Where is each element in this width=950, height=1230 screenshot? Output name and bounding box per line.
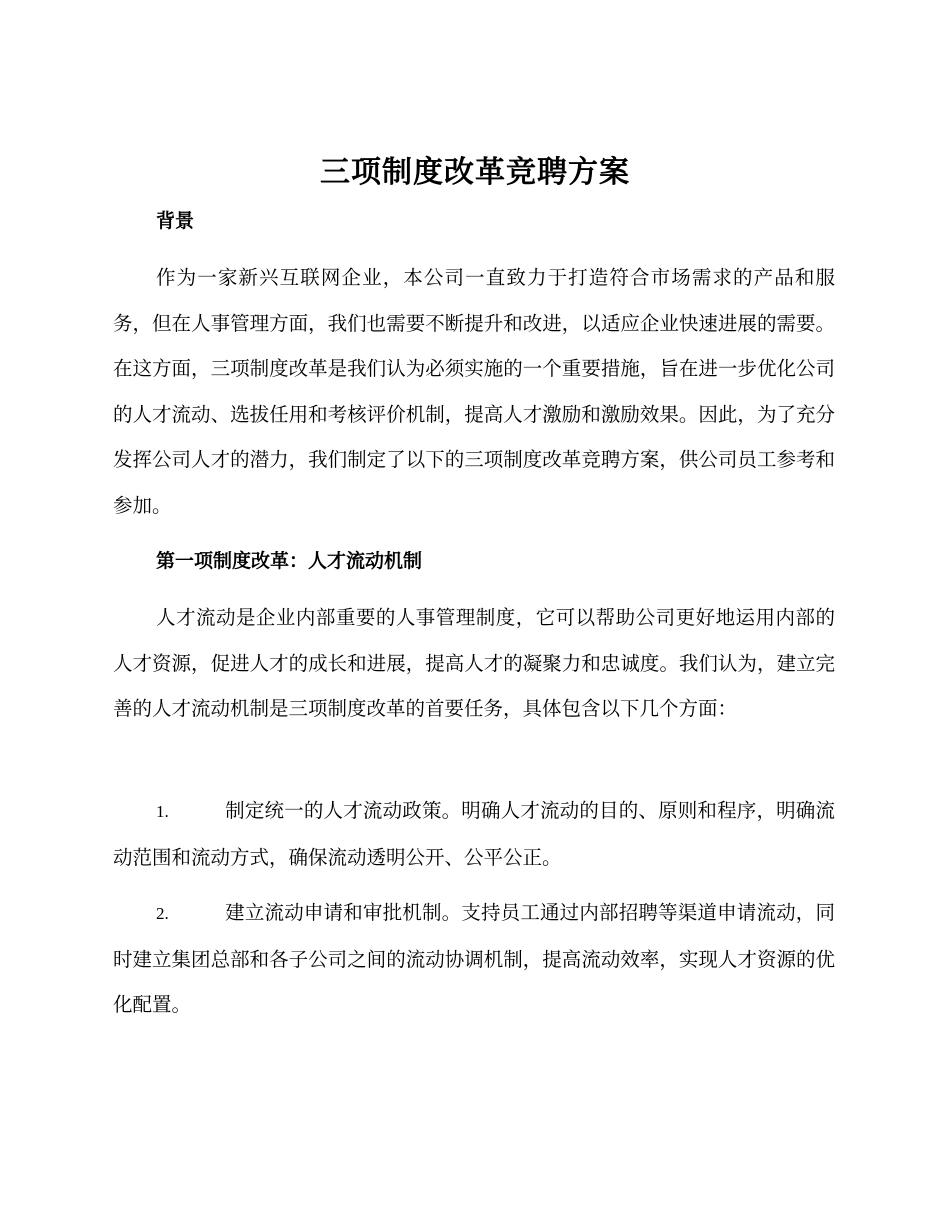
document-title: 三项制度改革竞聘方案 [320,155,630,190]
background-paragraph: 作为一家新兴互联网企业，本公司一直致力于打造符合市场需求的产品和服务，但在人事管理方面，我们也需要不断提升和改进，以适应企业快速进展的需要。在这方面，三项制度改革是我们认为必须实施的一个重要措施，旨在进一步优化公司的人才流动、选拔任用和考核评价机制，提高人才激励和激励效果。因此，为了充分发挥公司人才的潜力，我们制定了以下的三项制度改革竞聘方案，供公司员工参考和参加。 [113,266,835,517]
talent-mobility-paragraph: 人才流动是企业内部重要的人事管理制度，它可以帮助公司更好地运用内部的人才资源，促进人才的成长和进展，提高人才的凝聚力和忠诚度。我们认为，建立完善的人才流动机制是三项制度改革的首要任务，具体包含以下几个方面： [113,606,835,720]
list-item [113,890,835,1028]
list-item [113,788,835,880]
list-item-number: 2. [156,904,169,923]
list-item-number: 1. [156,802,169,821]
list-item-text: 建立流动申请和审批机制。支持员工通过内部招聘等渠道申请流动，同时建立集团总部和各子公司之间的流动协调机制，提高流动效率，实现人才资源的优化配置。 [113,901,835,1016]
section-heading-background: 背景 [156,210,195,232]
list-item-text: 制定统一的人才流动政策。明确人才流动的目的、原则和程序，明确流动范围和流动方式，确保流动透明公开、公平公正。 [113,799,835,869]
section-heading-talent-mobility: 第一项制度改革：人才流动机制 [156,550,423,572]
